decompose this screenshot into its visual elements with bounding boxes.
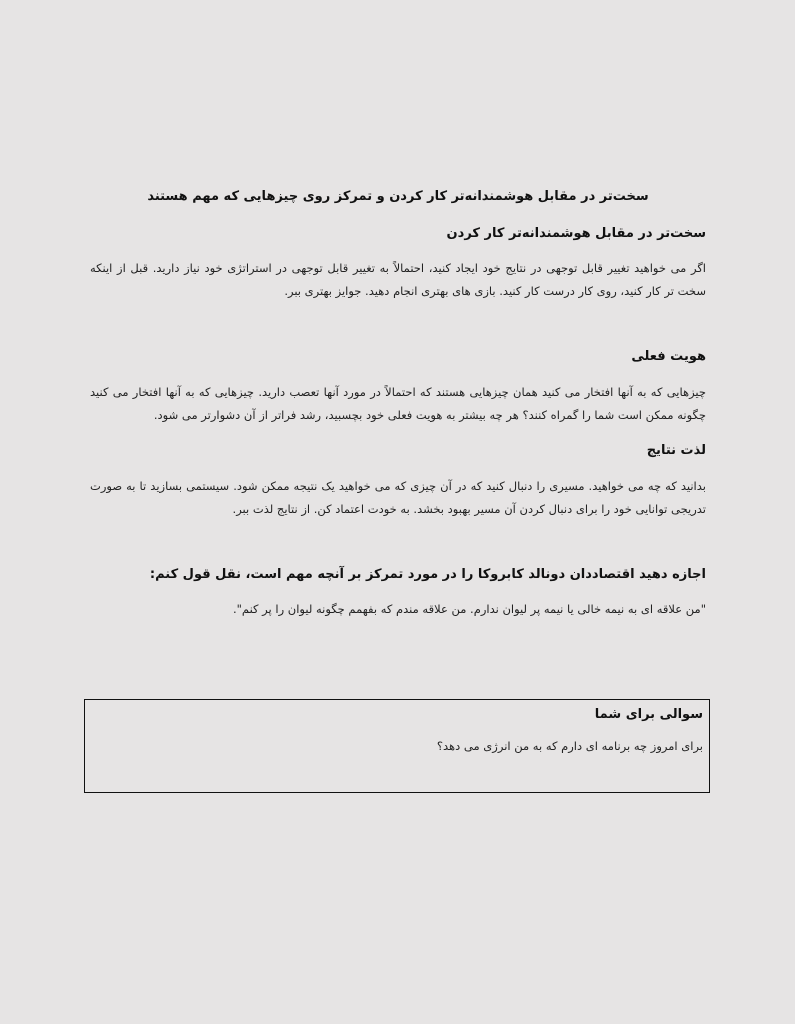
section-heading-harder-vs-smarter: سخت‌تر در مقابل هوشمندانه‌تر کار کردن (446, 226, 706, 241)
section-heading-current-identity: هویت فعلی (631, 349, 706, 364)
document-page (84, 0, 712, 1024)
document-title: سخت‌تر در مقابل هوشمندانه‌تر کار کردن و تمرکز روی چیزهایی که مهم هستند (147, 189, 649, 204)
section-body-current-identity: چیزهایی که به آنها افتخار می کنید همان چیزهایی هستند که احتمالاً در مورد آنها تعصب دارید. چیزهایی که به آنها افتخار می کنید چگونه ممکن است شما را گمراه کنند؟ هر چه بیشتر به هویت فعلی خود بچسبید، رشد فراتر از آن دشوارتر می شود. (90, 385, 706, 422)
quote-text: "من علاقه ای به نیمه خالی یا نیمه پر لیوان ندارم. من علاقه مندم که بفهمم چگونه لیوان را پر کنم". (232, 602, 706, 616)
question-box-heading: سوالی برای شما (594, 707, 703, 722)
section-body-harder-vs-smarter: اگر می خواهید تغییر قابل توجهی در نتایج خود ایجاد کنید، احتمالاً به تغییر قابل توجهی در استراتژی خود نیاز دارید. قبل از اینکه سخت تر کار کنید، روی کار درست کار کنید. بازی های بهتری انجام دهید. جوایز بهتری ببر. (90, 261, 706, 298)
section-body-enjoy-results: بدانید که چه می خواهید. مسیری را دنبال کنید که در آن چیزی که می خواهید یک نتیجه ممکن شود. سیستمی بسازید تا به صورت تدریجی توانایی خود را برای دنبال کردن آن مسیر بهبود بخشد. به خودت اعتماد کن. از نتایج لذت ببر. (90, 479, 706, 516)
question-box (84, 699, 710, 793)
section-heading-quote-intro: اجازه دهید اقتصاددان دونالد کابروکا را در مورد تمرکز بر آنچه مهم است، نقل قول کنم: (149, 567, 706, 582)
section-heading-enjoy-results: لذت نتایج (646, 443, 706, 458)
question-box-text: برای امروز چه برنامه ای دارم که به من انرژی می دهد؟ (436, 739, 703, 753)
